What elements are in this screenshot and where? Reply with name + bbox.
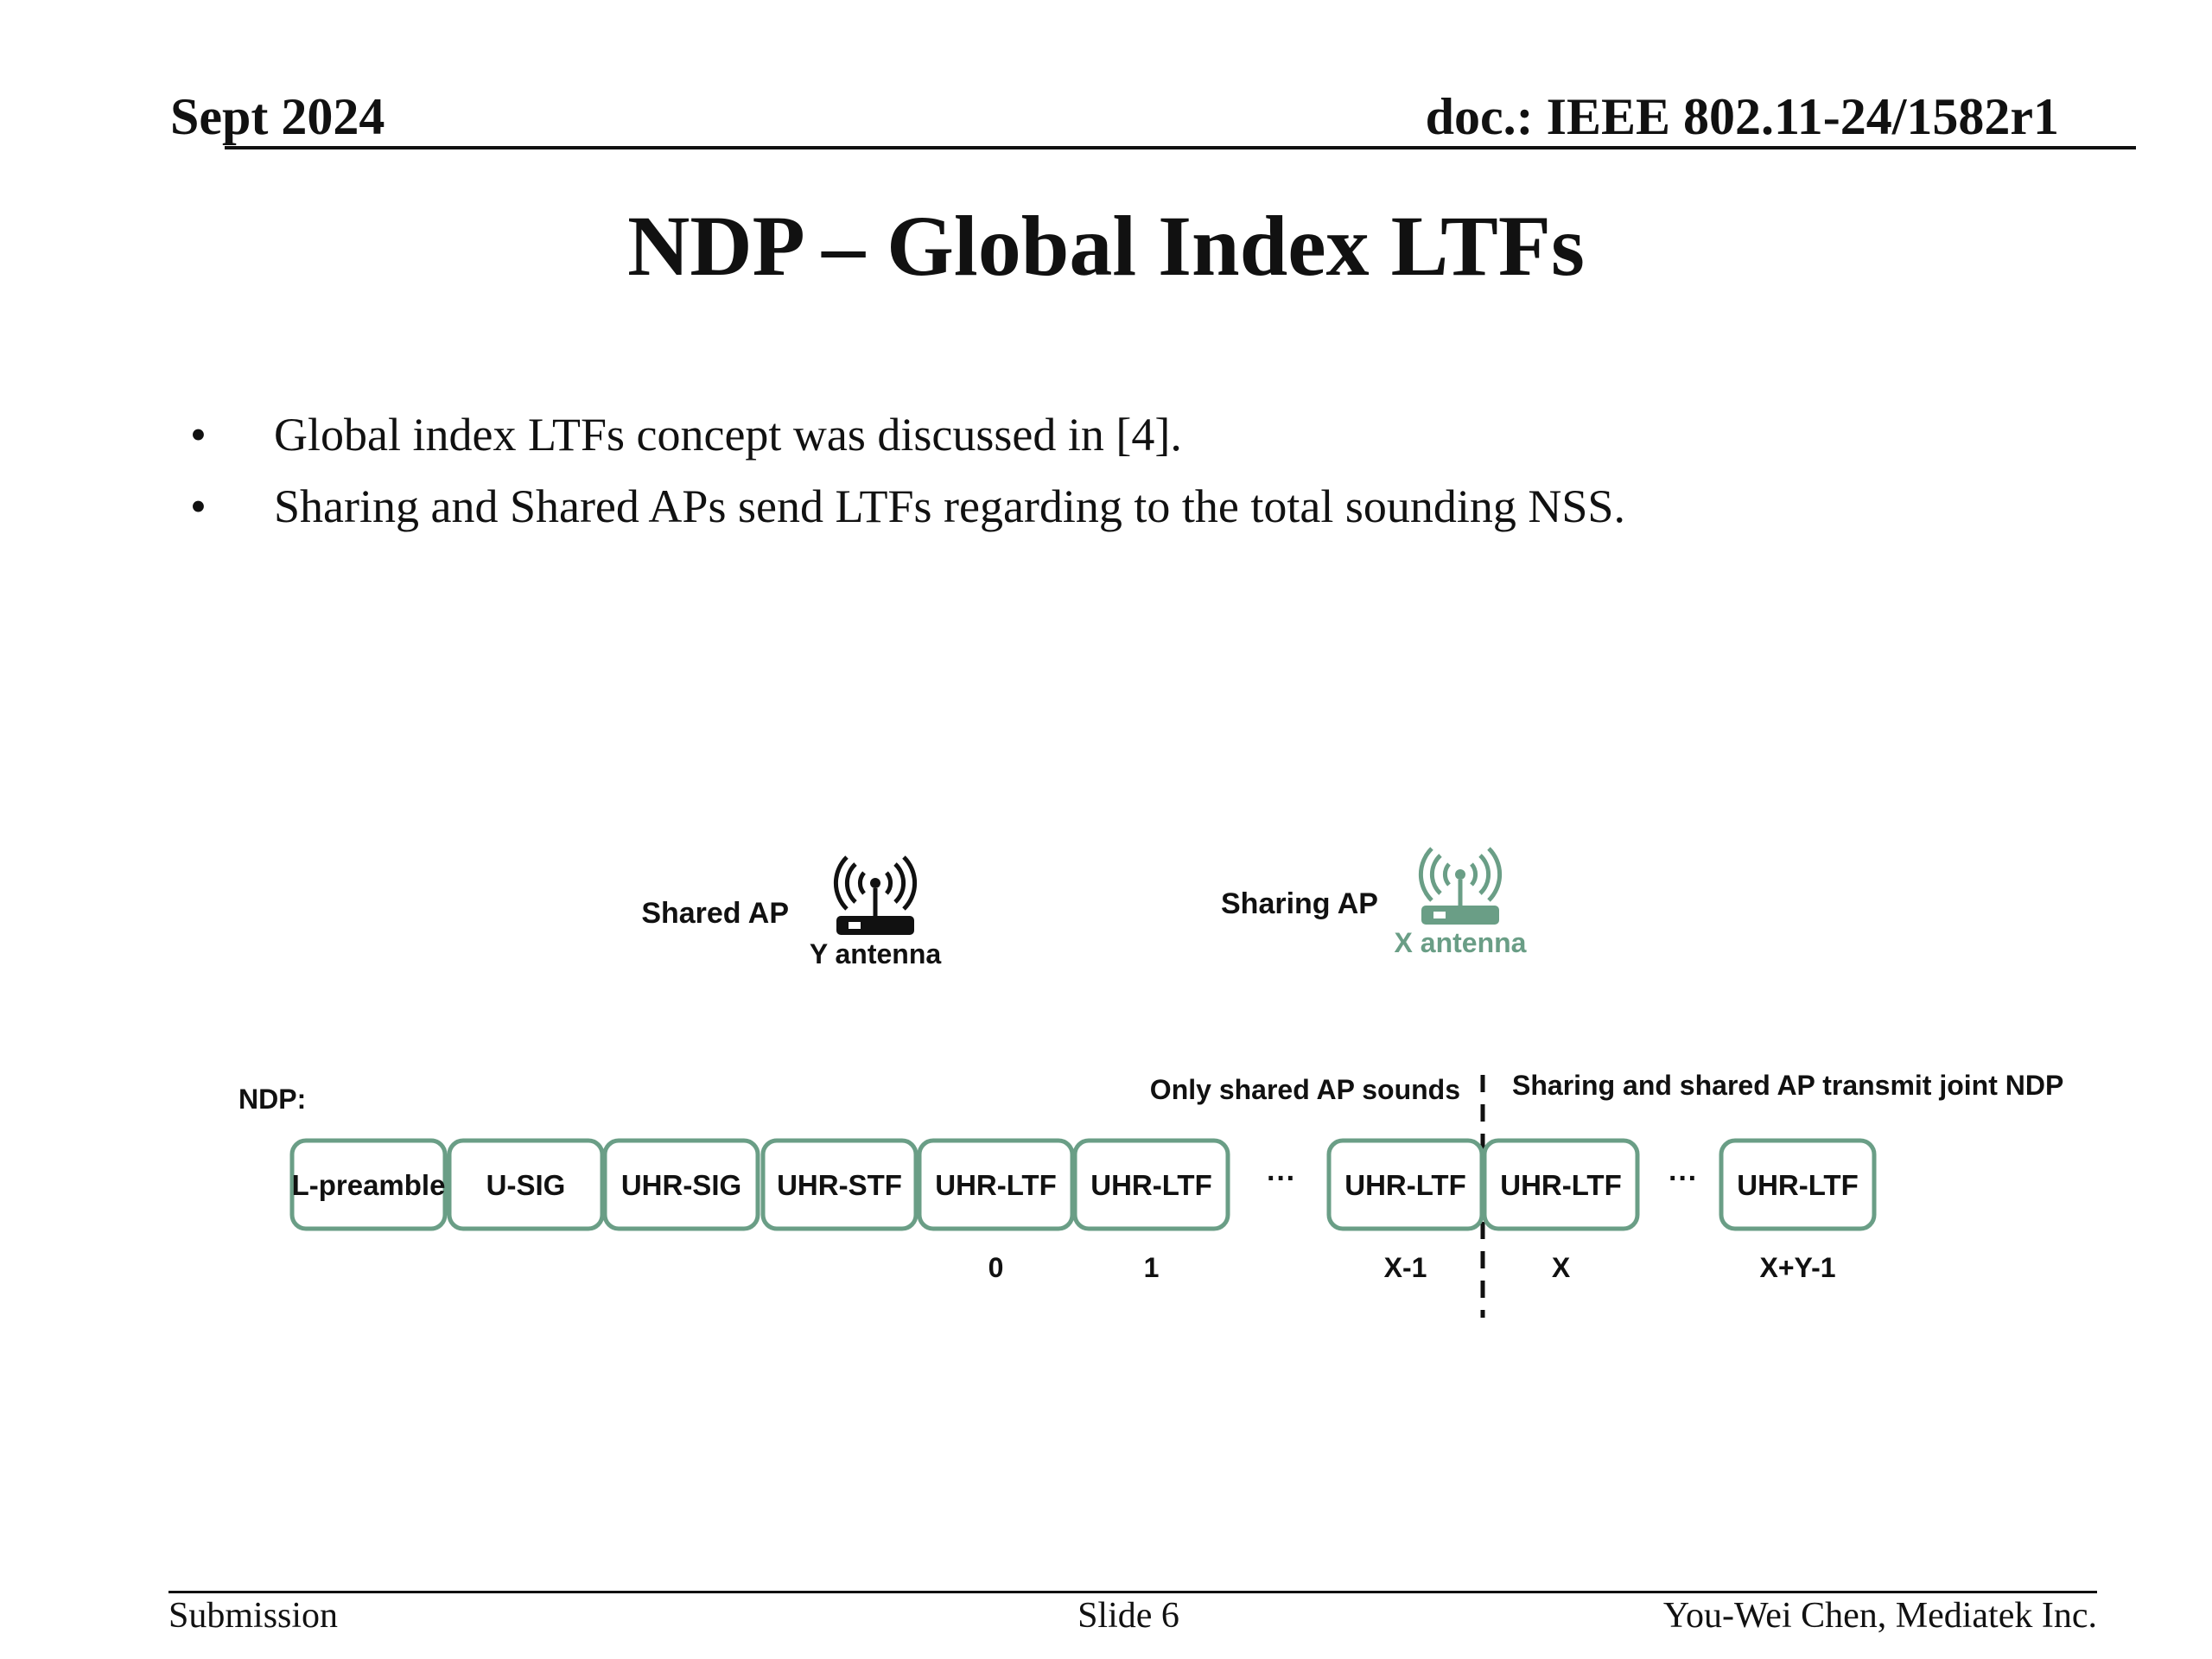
shared-ap-label: Shared AP <box>641 897 789 930</box>
bullet-dot: • <box>190 409 207 461</box>
bullet-text: Sharing and Shared APs send LTFs regarding to the total sounding NSS. <box>274 480 1625 532</box>
ellipsis-marker: ··· <box>1267 1162 1296 1195</box>
phase-label-left: Only shared AP sounds <box>1149 1074 1460 1105</box>
ndp-field-label: UHR-LTF <box>1737 1169 1859 1201</box>
ellipsis-marker: ··· <box>1669 1162 1698 1195</box>
ltf-index-label: X-1 <box>1383 1252 1427 1283</box>
ltf-index-label: 1 <box>1143 1252 1160 1283</box>
footer-author: You-Wei Chen, Mediatek Inc. <box>1662 1596 2097 1636</box>
sharing-ap-antenna: X antenna <box>1394 927 1527 958</box>
router-icon <box>836 857 914 935</box>
ndp-field-label: UHR-LTF <box>935 1169 1057 1201</box>
ndp-field-label: UHR-SIG <box>620 1169 742 1201</box>
bullet-text: Global index LTFs concept was discussed in [4]. <box>274 409 1182 461</box>
router-icon <box>1421 849 1499 925</box>
ndp-field-label: UHR-STF <box>777 1169 902 1201</box>
ndp-field-label: L-preamble <box>291 1169 446 1201</box>
ndp-label: NDP: <box>238 1084 307 1115</box>
ndp-field-label: UHR-LTF <box>1344 1169 1466 1201</box>
ndp-field-label: UHR-LTF <box>1500 1169 1622 1201</box>
header-doc-id: doc.: IEEE 802.11-24/1582r1 <box>1425 88 2059 145</box>
header-date: Sept 2024 <box>170 88 385 145</box>
shared-ap-antenna: Y antenna <box>809 938 942 969</box>
ltf-index-label: X <box>1551 1252 1571 1283</box>
slide-title: NDP – Global Index LTFs <box>627 198 1585 294</box>
ltf-index-label: X+Y-1 <box>1759 1252 1836 1283</box>
sharing-ap-label: Sharing AP <box>1221 887 1378 920</box>
footer-submission: Submission <box>168 1596 339 1636</box>
ltf-index-label: 0 <box>988 1252 1004 1283</box>
ndp-field-label: UHR-LTF <box>1090 1169 1212 1201</box>
bullet-dot: • <box>190 480 207 532</box>
ndp-field-label: U-SIG <box>486 1169 566 1201</box>
ndp-field-row <box>292 1141 1874 1283</box>
phase-label-right: Sharing and shared AP transmit joint NDP <box>1512 1070 2064 1101</box>
footer-slide-number: Slide 6 <box>1077 1596 1179 1636</box>
